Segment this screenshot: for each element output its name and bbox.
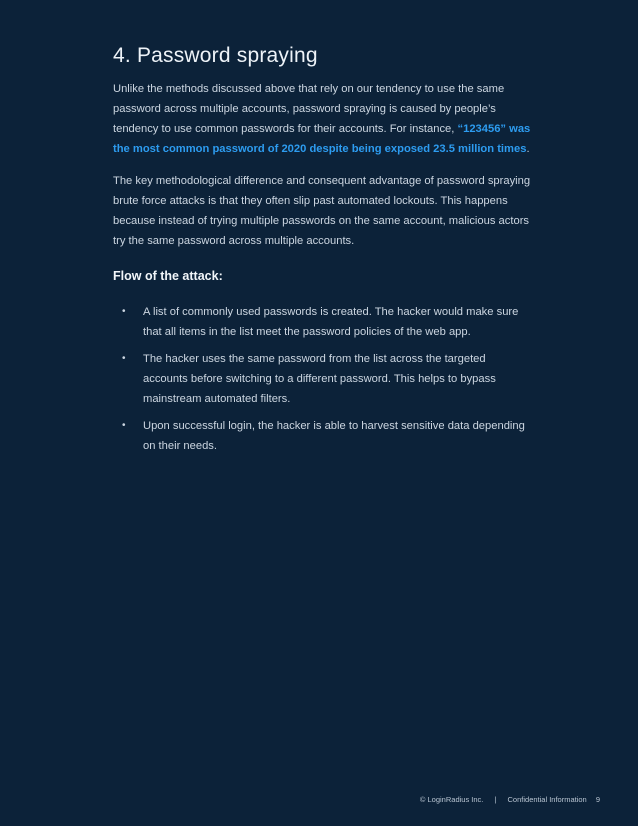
attack-flow-list [113, 302, 533, 463]
highlighted-statistic: “123456” was the most common password of 2020 despite being exposed 23.5 million times [113, 123, 531, 155]
methodology-paragraph: The key methodological difference and consequent advantage of password spraying brute force attacks is that they often slip past automated lockouts. This happens because instead of trying multiple passwords on the same account, malicious actors try the same password across multiple accounts. [113, 175, 531, 247]
list-item [113, 416, 533, 456]
footer-copyright: © LoginRadius Inc. [419, 795, 484, 804]
bullet-icon: • [122, 306, 126, 317]
section-heading: 4. Password spraying [113, 44, 318, 67]
intro-paragraph [113, 79, 533, 159]
footer-separator: | [494, 795, 497, 804]
list-item [113, 349, 533, 409]
flow-subheading: Flow of the attack: [113, 269, 223, 283]
list-item [113, 302, 533, 342]
list-item-text: Upon successful login, the hacker is able to harvest sensitive data depending on their needs. [143, 420, 525, 452]
intro-text: Unlike the methods discussed above that rely on our tendency to use the same password across multiple accounts, password spraying is caused by people’s tendency to use common passwords for their accounts. For instance, [113, 83, 505, 135]
list-item-text: A list of commonly used passwords is created. The hacker would make sure that all items in the list meet the password policies of the web app. [143, 306, 519, 338]
page-footer [0, 795, 600, 804]
list-item-text: The hacker uses the same password from the list across the targeted accounts before switching to a different password. This helps to bypass mainstream automated filters. [143, 353, 496, 405]
bullet-icon: • [122, 353, 126, 364]
bullet-icon: • [122, 420, 126, 431]
footer-label: Confidential Information [507, 795, 587, 804]
page-number: 9 [595, 795, 600, 804]
intro-text-end: . [526, 143, 530, 155]
